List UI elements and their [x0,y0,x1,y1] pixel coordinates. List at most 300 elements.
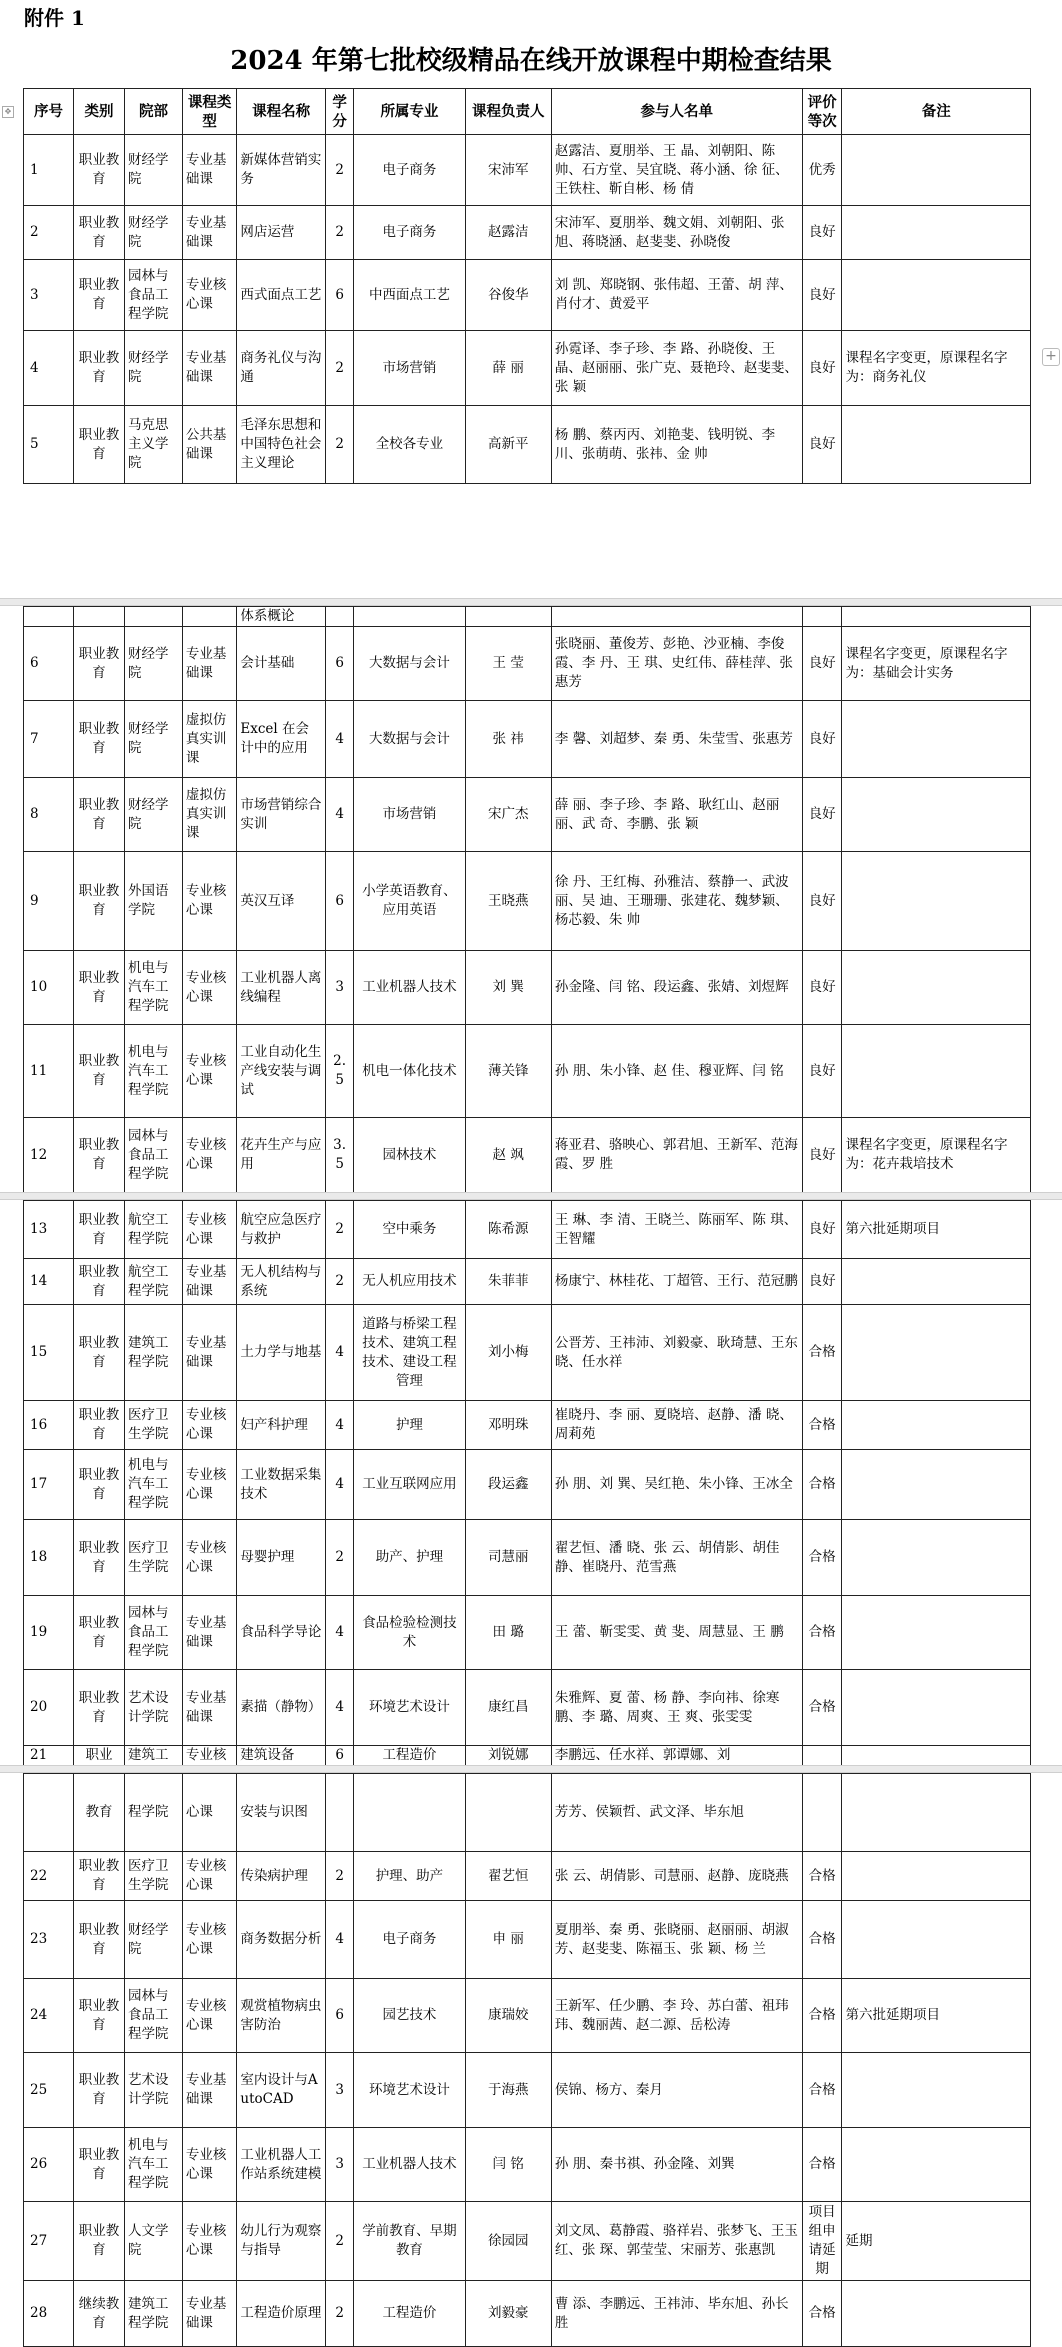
table-row [24,1596,1031,1670]
participant-list-cell: 朱雅辉、夏 蕾、杨 静、李向祎、徐寒鹏、李 璐、周爽、王 爽、张雯雯 [551,1670,802,1746]
course-type-cell: 专业基础课 [182,1259,236,1305]
row-number-cell: 21 [24,1746,74,1766]
row-number-cell: 27 [24,2202,74,2281]
course-type-cell: 专业基础课 [182,135,236,206]
credit-cell: 3 [325,951,353,1025]
course-lead-cell: 王 莹 [465,627,551,701]
category-cell: 职业教育 [73,701,124,778]
course-type-cell: 专业核心课 [182,1979,236,2053]
table-row [24,778,1031,852]
course-name-cell: 妇产科护理 [237,1401,326,1450]
course-lead-cell [465,607,551,627]
row-number-cell: 12 [24,1118,74,1193]
note-cell: 课程名字变更，原课程名字为：商务礼仪 [842,331,1031,406]
header-major: 所属专业 [354,89,465,135]
credit-cell: 6 [325,260,353,331]
course-name-cell: 传染病护理 [237,1852,326,1901]
category-cell: 职业教育 [73,1201,124,1259]
table-row [24,1746,1031,1766]
major-cell: 机电一体化技术 [354,1025,465,1118]
course-type-cell: 专业核心课 [182,260,236,331]
results-table-page-3 [23,1200,1031,1766]
department-cell [125,607,183,627]
course-lead-cell: 朱菲菲 [465,1259,551,1305]
header-grade: 评价等次 [802,89,842,135]
course-name-cell: 花卉生产与应用 [237,1118,326,1193]
course-type-cell: 专业核心课 [182,1520,236,1596]
course-name-cell: 安装与识图 [237,1774,326,1852]
category-cell: 职业教育 [73,2202,124,2281]
department-cell: 财经学院 [125,206,183,260]
category-cell: 职业教育 [73,1025,124,1118]
course-lead-cell: 高新平 [465,406,551,484]
course-type-cell: 虚拟仿真实训课 [182,701,236,778]
participant-list-cell: 王 琳、李 清、王晓兰、陈丽军、陈 琪、王智耀 [551,1201,802,1259]
course-lead-cell: 段运鑫 [465,1450,551,1520]
table-move-handle-icon[interactable]: ✥ [2,106,14,118]
credit-cell: 6 [325,1746,353,1766]
credit-cell: 4 [325,1401,353,1450]
department-cell: 机电与汽车工程学院 [125,951,183,1025]
department-cell: 航空工程学院 [125,1201,183,1259]
department-cell: 医疗卫生学院 [125,1852,183,1901]
participant-list-cell: 杨康宁、林桂花、丁超管、王行、范冠鹏 [551,1259,802,1305]
note-cell [842,1305,1031,1401]
table-row [24,1852,1031,1901]
participant-list-cell: 赵露洁、夏朋举、王 晶、刘朝阳、陈 帅、石方堂、吴宜晓、蒋小涵、徐 征、王铁柱、靳自彬、杨 倩 [551,135,802,206]
table-row [24,1774,1031,1852]
category-cell: 职业教育 [73,135,124,206]
participant-list-cell: 公晋芳、王祎沛、刘毅豪、耿琦慧、王东晓、任水祥 [551,1305,802,1401]
credit-cell: 4 [325,701,353,778]
course-type-cell: 专业基础课 [182,1596,236,1670]
table-row [24,2202,1031,2281]
course-lead-cell: 翟艺恒 [465,1852,551,1901]
category-cell: 职业教育 [73,1401,124,1450]
page-break [0,598,1062,606]
header-no: 序号 [24,89,74,135]
department-cell: 财经学院 [125,331,183,406]
credit-cell: 3.5 [325,1118,353,1193]
major-cell: 护理、助产 [354,1852,465,1901]
course-name-cell: 工业自动化生产线安装与调试 [237,1025,326,1118]
table-row [24,852,1031,951]
row-number-cell: 3 [24,260,74,331]
course-lead-cell: 康瑞姣 [465,1979,551,2053]
grade-cell: 良好 [802,627,842,701]
department-cell: 园林与食品工程学院 [125,1596,183,1670]
participant-list-cell: 孙 朋、刘 巽、吴红艳、朱小锋、王冰全 [551,1450,802,1520]
note-cell [842,1901,1031,1979]
department-cell: 财经学院 [125,627,183,701]
note-cell: 第六批延期项目 [842,1979,1031,2053]
table-row [24,331,1031,406]
table-row [24,1025,1031,1118]
department-cell: 机电与汽车工程学院 [125,1450,183,1520]
department-cell: 财经学院 [125,135,183,206]
row-number-cell: 28 [24,2281,74,2347]
row-number-cell: 1 [24,135,74,206]
participant-list-cell: 崔晓丹、李 丽、夏晓培、赵静、潘 晓、周莉苑 [551,1401,802,1450]
credit-cell: 4 [325,1596,353,1670]
note-cell [842,260,1031,331]
credit-cell: 6 [325,1979,353,2053]
major-cell: 市场营销 [354,778,465,852]
department-cell: 机电与汽车工程学院 [125,2128,183,2202]
course-lead-cell: 谷俊华 [465,260,551,331]
category-cell: 职业教育 [73,951,124,1025]
grade-cell: 良好 [802,406,842,484]
course-lead-cell: 王晓燕 [465,852,551,951]
credit-cell: 3 [325,2053,353,2128]
course-name-cell: 建筑设备 [237,1746,326,1766]
note-cell: 课程名字变更，原课程名字为：基础会计实务 [842,627,1031,701]
note-cell [842,2053,1031,2128]
major-cell: 空中乘务 [354,1201,465,1259]
course-name-cell: 英汉互译 [237,852,326,951]
course-name-cell: 毛泽东思想和中国特色社会主义理论 [237,406,326,484]
category-cell: 职业教育 [73,1520,124,1596]
department-cell: 建筑工程学院 [125,2281,183,2347]
row-number-cell: 17 [24,1450,74,1520]
row-number-cell [24,607,74,627]
category-cell: 职业教育 [73,1450,124,1520]
row-number-cell: 11 [24,1025,74,1118]
grade-cell: 良好 [802,260,842,331]
course-lead-cell: 徐园园 [465,2202,551,2281]
category-cell: 职业教育 [73,1901,124,1979]
course-name-cell: 西式面点工艺 [237,260,326,331]
header-members: 参与人名单 [551,89,802,135]
grade-cell: 合格 [802,2053,842,2128]
course-lead-cell: 张 祎 [465,701,551,778]
note-cell [842,1259,1031,1305]
department-cell: 财经学院 [125,778,183,852]
category-cell: 职业教育 [73,1979,124,2053]
course-name-cell: 工业机器人工作站系统建模 [237,2128,326,2202]
course-type-cell: 虚拟仿真实训课 [182,778,236,852]
major-cell: 环境艺术设计 [354,1670,465,1746]
table-row [24,951,1031,1025]
category-cell: 职业教育 [73,406,124,484]
major-cell: 食品检验检测技术 [354,1596,465,1670]
department-cell: 外国语学院 [125,852,183,951]
header-course-name: 课程名称 [237,89,326,135]
grade-cell: 项目组申请延期 [802,2202,842,2281]
major-cell: 电子商务 [354,1901,465,1979]
course-name-cell: 室内设计与AutoCAD [237,2053,326,2128]
course-type-cell: 专业基础课 [182,2281,236,2347]
row-number-cell: 14 [24,1259,74,1305]
category-cell: 职业教育 [73,1596,124,1670]
credit-cell: 2.5 [325,1025,353,1118]
course-lead-cell: 刘毅豪 [465,2281,551,2347]
note-cell [842,778,1031,852]
participant-list-cell: 李鹏远、任水祥、郭谭娜、刘 [551,1746,802,1766]
row-number-cell: 2 [24,206,74,260]
table-row [24,1901,1031,1979]
grade-cell: 优秀 [802,135,842,206]
category-cell: 职业教育 [73,627,124,701]
course-lead-cell: 刘 巽 [465,951,551,1025]
table-row [24,1450,1031,1520]
course-lead-cell: 宋沛军 [465,135,551,206]
row-number-cell: 7 [24,701,74,778]
grade-cell: 良好 [802,951,842,1025]
participant-list-cell: 侯锦、杨方、秦月 [551,2053,802,2128]
grade-cell: 合格 [802,1596,842,1670]
participant-list-cell: 夏朋举、秦 勇、张晓丽、赵丽丽、胡淑芳、赵斐斐、陈福玉、张 颖、杨 兰 [551,1901,802,1979]
course-name-cell: 市场营销综合实训 [237,778,326,852]
course-name-cell: 新媒体营销实务 [237,135,326,206]
header-credit: 学分 [325,89,353,135]
credit-cell: 4 [325,1450,353,1520]
table-row [24,701,1031,778]
participant-list-cell: 杨 鹏、蔡丙丙、刘艳斐、钱明锐、李 川、张萌萌、张祎、金 帅 [551,406,802,484]
course-name-cell: 工程造价原理 [237,2281,326,2347]
row-number-cell: 4 [24,331,74,406]
results-table-page-2 [23,606,1031,1193]
course-name-cell: 土力学与地基 [237,1305,326,1401]
department-cell: 财经学院 [125,1901,183,1979]
course-name-cell: 商务数据分析 [237,1901,326,1979]
major-cell: 大数据与会计 [354,701,465,778]
course-type-cell: 专业基础课 [182,627,236,701]
note-cell [842,2281,1031,2347]
add-column-icon[interactable]: + [1042,348,1060,366]
note-cell [842,1852,1031,1901]
credit-cell: 3 [325,2128,353,2202]
major-cell: 护理 [354,1401,465,1450]
row-number-cell: 5 [24,406,74,484]
note-cell [842,701,1031,778]
department-cell: 医疗卫生学院 [125,1401,183,1450]
credit-cell: 2 [325,206,353,260]
course-type-cell: 专业基础课 [182,2053,236,2128]
course-lead-cell: 刘锐娜 [465,1746,551,1766]
major-cell: 市场营销 [354,331,465,406]
course-name-cell: Excel 在会计中的应用 [237,701,326,778]
course-name-cell: 食品科学导论 [237,1596,326,1670]
grade-cell: 良好 [802,331,842,406]
category-cell: 职业教育 [73,2128,124,2202]
note-cell [842,1450,1031,1520]
course-name-cell: 体系概论 [237,607,326,627]
category-cell: 职业教育 [73,852,124,951]
course-lead-cell: 田 璐 [465,1596,551,1670]
credit-cell [325,607,353,627]
header-note: 备注 [842,89,1031,135]
participant-list-cell: 刘 凯、郑晓钢、张伟超、王蕾、胡 萍、肖付才、黄爱平 [551,260,802,331]
grade-cell: 良好 [802,852,842,951]
header-category: 类别 [73,89,124,135]
table-row [24,1118,1031,1193]
department-cell: 人文学院 [125,2202,183,2281]
course-type-cell: 心课 [182,1774,236,1852]
header-course-lead: 课程负责人 [465,89,551,135]
credit-cell: 4 [325,1305,353,1401]
participant-list-cell: 刘文凤、葛静霞、骆祥岩、张梦飞、王玉红、张 琛、郭莹莹、宋丽芳、张惠凯 [551,2202,802,2281]
participant-list-cell: 孙 朋、秦书祺、孙金隆、刘巽 [551,2128,802,2202]
major-cell: 工业互联网应用 [354,1450,465,1520]
category-cell: 继续教育 [73,2281,124,2347]
table-row [24,1670,1031,1746]
page-break [0,1192,1062,1200]
course-name-cell: 无人机结构与系统 [237,1259,326,1305]
course-name-cell: 工业数据采集技术 [237,1450,326,1520]
course-type-cell: 公共基础课 [182,406,236,484]
grade-cell: 合格 [802,1852,842,1901]
course-lead-cell: 薛 丽 [465,331,551,406]
participant-list-cell: 薛 丽、李子珍、李 路、耿红山、赵丽丽、武 奇、李鹏、张 颖 [551,778,802,852]
table-row [24,260,1031,331]
major-cell: 工业机器人技术 [354,2128,465,2202]
major-cell: 环境艺术设计 [354,2053,465,2128]
grade-cell: 良好 [802,1118,842,1193]
participant-list-cell: 王 蕾、靳雯雯、黄 斐、周慧显、王 鹏 [551,1596,802,1670]
grade-cell: 合格 [802,1450,842,1520]
row-number-cell: 22 [24,1852,74,1901]
header-department: 院部 [125,89,183,135]
course-type-cell: 专业核心课 [182,1901,236,1979]
course-name-cell: 母婴护理 [237,1520,326,1596]
category-cell: 职业教育 [73,260,124,331]
major-cell: 小学英语教育、应用英语 [354,852,465,951]
category-cell: 职业教育 [73,1118,124,1193]
course-type-cell: 专业核心课 [182,1401,236,1450]
grade-cell: 合格 [802,1305,842,1401]
department-cell: 财经学院 [125,701,183,778]
results-table-page-1 [23,88,1031,484]
grade-cell: 良好 [802,206,842,260]
grade-cell: 合格 [802,1401,842,1450]
course-type-cell: 专业核心课 [182,852,236,951]
category-cell: 职业教育 [73,1852,124,1901]
department-cell: 建筑工程学院 [125,1305,183,1401]
note-cell: 课程名字变更，原课程名字为：花卉栽培技术 [842,1118,1031,1193]
note-cell [842,2128,1031,2202]
major-cell: 大数据与会计 [354,627,465,701]
major-cell: 电子商务 [354,135,465,206]
course-lead-cell: 赵露洁 [465,206,551,260]
category-cell: 职业教育 [73,1670,124,1746]
course-lead-cell: 薄关锋 [465,1025,551,1118]
course-name-cell: 观赏植物病虫害防治 [237,1979,326,2053]
category-cell: 职业教育 [73,206,124,260]
participant-list-cell: 孙金隆、闫 铭、段运鑫、张婧、刘煜辉 [551,951,802,1025]
row-number-cell: 15 [24,1305,74,1401]
course-type-cell: 专业核心课 [182,1450,236,1520]
page-break [0,1765,1062,1773]
credit-cell: 2 [325,2202,353,2281]
row-number-cell: 20 [24,1670,74,1746]
course-name-cell: 幼儿行为观察与指导 [237,2202,326,2281]
major-cell: 全校各专业 [354,406,465,484]
major-cell: 工业机器人技术 [354,951,465,1025]
major-cell: 道路与桥梁工程技术、建筑工程技术、建设工程管理 [354,1305,465,1401]
department-cell: 航空工程学院 [125,1259,183,1305]
major-cell [354,607,465,627]
course-type-cell: 专业基础课 [182,1670,236,1746]
table-row [24,1401,1031,1450]
note-cell [842,206,1031,260]
course-lead-cell: 邓明珠 [465,1401,551,1450]
credit-cell: 2 [325,406,353,484]
grade-cell [802,607,842,627]
table-row [24,1520,1031,1596]
department-cell: 园林与食品工程学院 [125,260,183,331]
note-cell [842,1670,1031,1746]
department-cell: 园林与食品工程学院 [125,1118,183,1193]
participant-list-cell: 徐 丹、王红梅、孙雅洁、蔡静一、武波丽、吴 迪、王珊珊、张建花、魏梦颖、杨芯毅、朱 帅 [551,852,802,951]
course-lead-cell [465,1774,551,1852]
table-row [24,206,1031,260]
table-row [24,135,1031,206]
row-number-cell: 26 [24,2128,74,2202]
credit-cell: 4 [325,1901,353,1979]
credit-cell: 2 [325,135,353,206]
participant-list-cell: 蒋亚君、骆映心、郭君旭、王新军、范海霞、罗 胜 [551,1118,802,1193]
category-cell: 职业教育 [73,1259,124,1305]
row-number-cell: 16 [24,1401,74,1450]
course-lead-cell: 宋广杰 [465,778,551,852]
course-type-cell: 专业基础课 [182,206,236,260]
participant-list-cell: 孙霓译、李子珍、李 路、孙晓俊、王 晶、赵丽丽、张广克、聂艳玲、赵斐斐、张 颖 [551,331,802,406]
department-cell: 医疗卫生学院 [125,1520,183,1596]
major-cell [354,1774,465,1852]
participant-list-cell: 王新军、任少鹏、李 玲、苏白蕾、祖玮玮、魏丽茜、赵二源、岳松涛 [551,1979,802,2053]
credit-cell: 2 [325,1520,353,1596]
course-type-cell: 专业基础课 [182,1305,236,1401]
category-cell: 教育 [73,1774,124,1852]
course-name-cell: 会计基础 [237,627,326,701]
attachment-label: 附件 1 [24,6,85,30]
table-row [24,1201,1031,1259]
row-number-cell: 19 [24,1596,74,1670]
participant-list-cell: 芳芳、侯颖哲、武文泽、毕东旭 [551,1774,802,1852]
credit-cell: 4 [325,778,353,852]
department-cell: 马克思主义学院 [125,406,183,484]
grade-cell: 合格 [802,2128,842,2202]
table-row [24,2128,1031,2202]
note-cell: 第六批延期项目 [842,1201,1031,1259]
category-cell [73,607,124,627]
grade-cell: 良好 [802,1259,842,1305]
course-type-cell: 专业核心课 [182,951,236,1025]
major-cell: 电子商务 [354,206,465,260]
course-type-cell [182,607,236,627]
participant-list-cell [551,607,802,627]
row-number-cell: 18 [24,1520,74,1596]
grade-cell: 良好 [802,701,842,778]
major-cell: 工程造价 [354,2281,465,2347]
course-type-cell: 专业基础课 [182,331,236,406]
grade-cell: 合格 [802,1979,842,2053]
major-cell: 无人机应用技术 [354,1259,465,1305]
department-cell: 程学院 [125,1774,183,1852]
department-cell: 园林与食品工程学院 [125,1979,183,2053]
category-cell: 职业教育 [73,2053,124,2128]
note-cell [842,1746,1031,1766]
row-number-cell: 10 [24,951,74,1025]
course-name-cell: 商务礼仪与沟通 [237,331,326,406]
table-row [24,2281,1031,2347]
row-number-cell: 23 [24,1901,74,1979]
credit-cell: 2 [325,2281,353,2347]
header-course-type: 课程类型 [182,89,236,135]
credit-cell: 2 [325,1852,353,1901]
note-cell [842,1774,1031,1852]
